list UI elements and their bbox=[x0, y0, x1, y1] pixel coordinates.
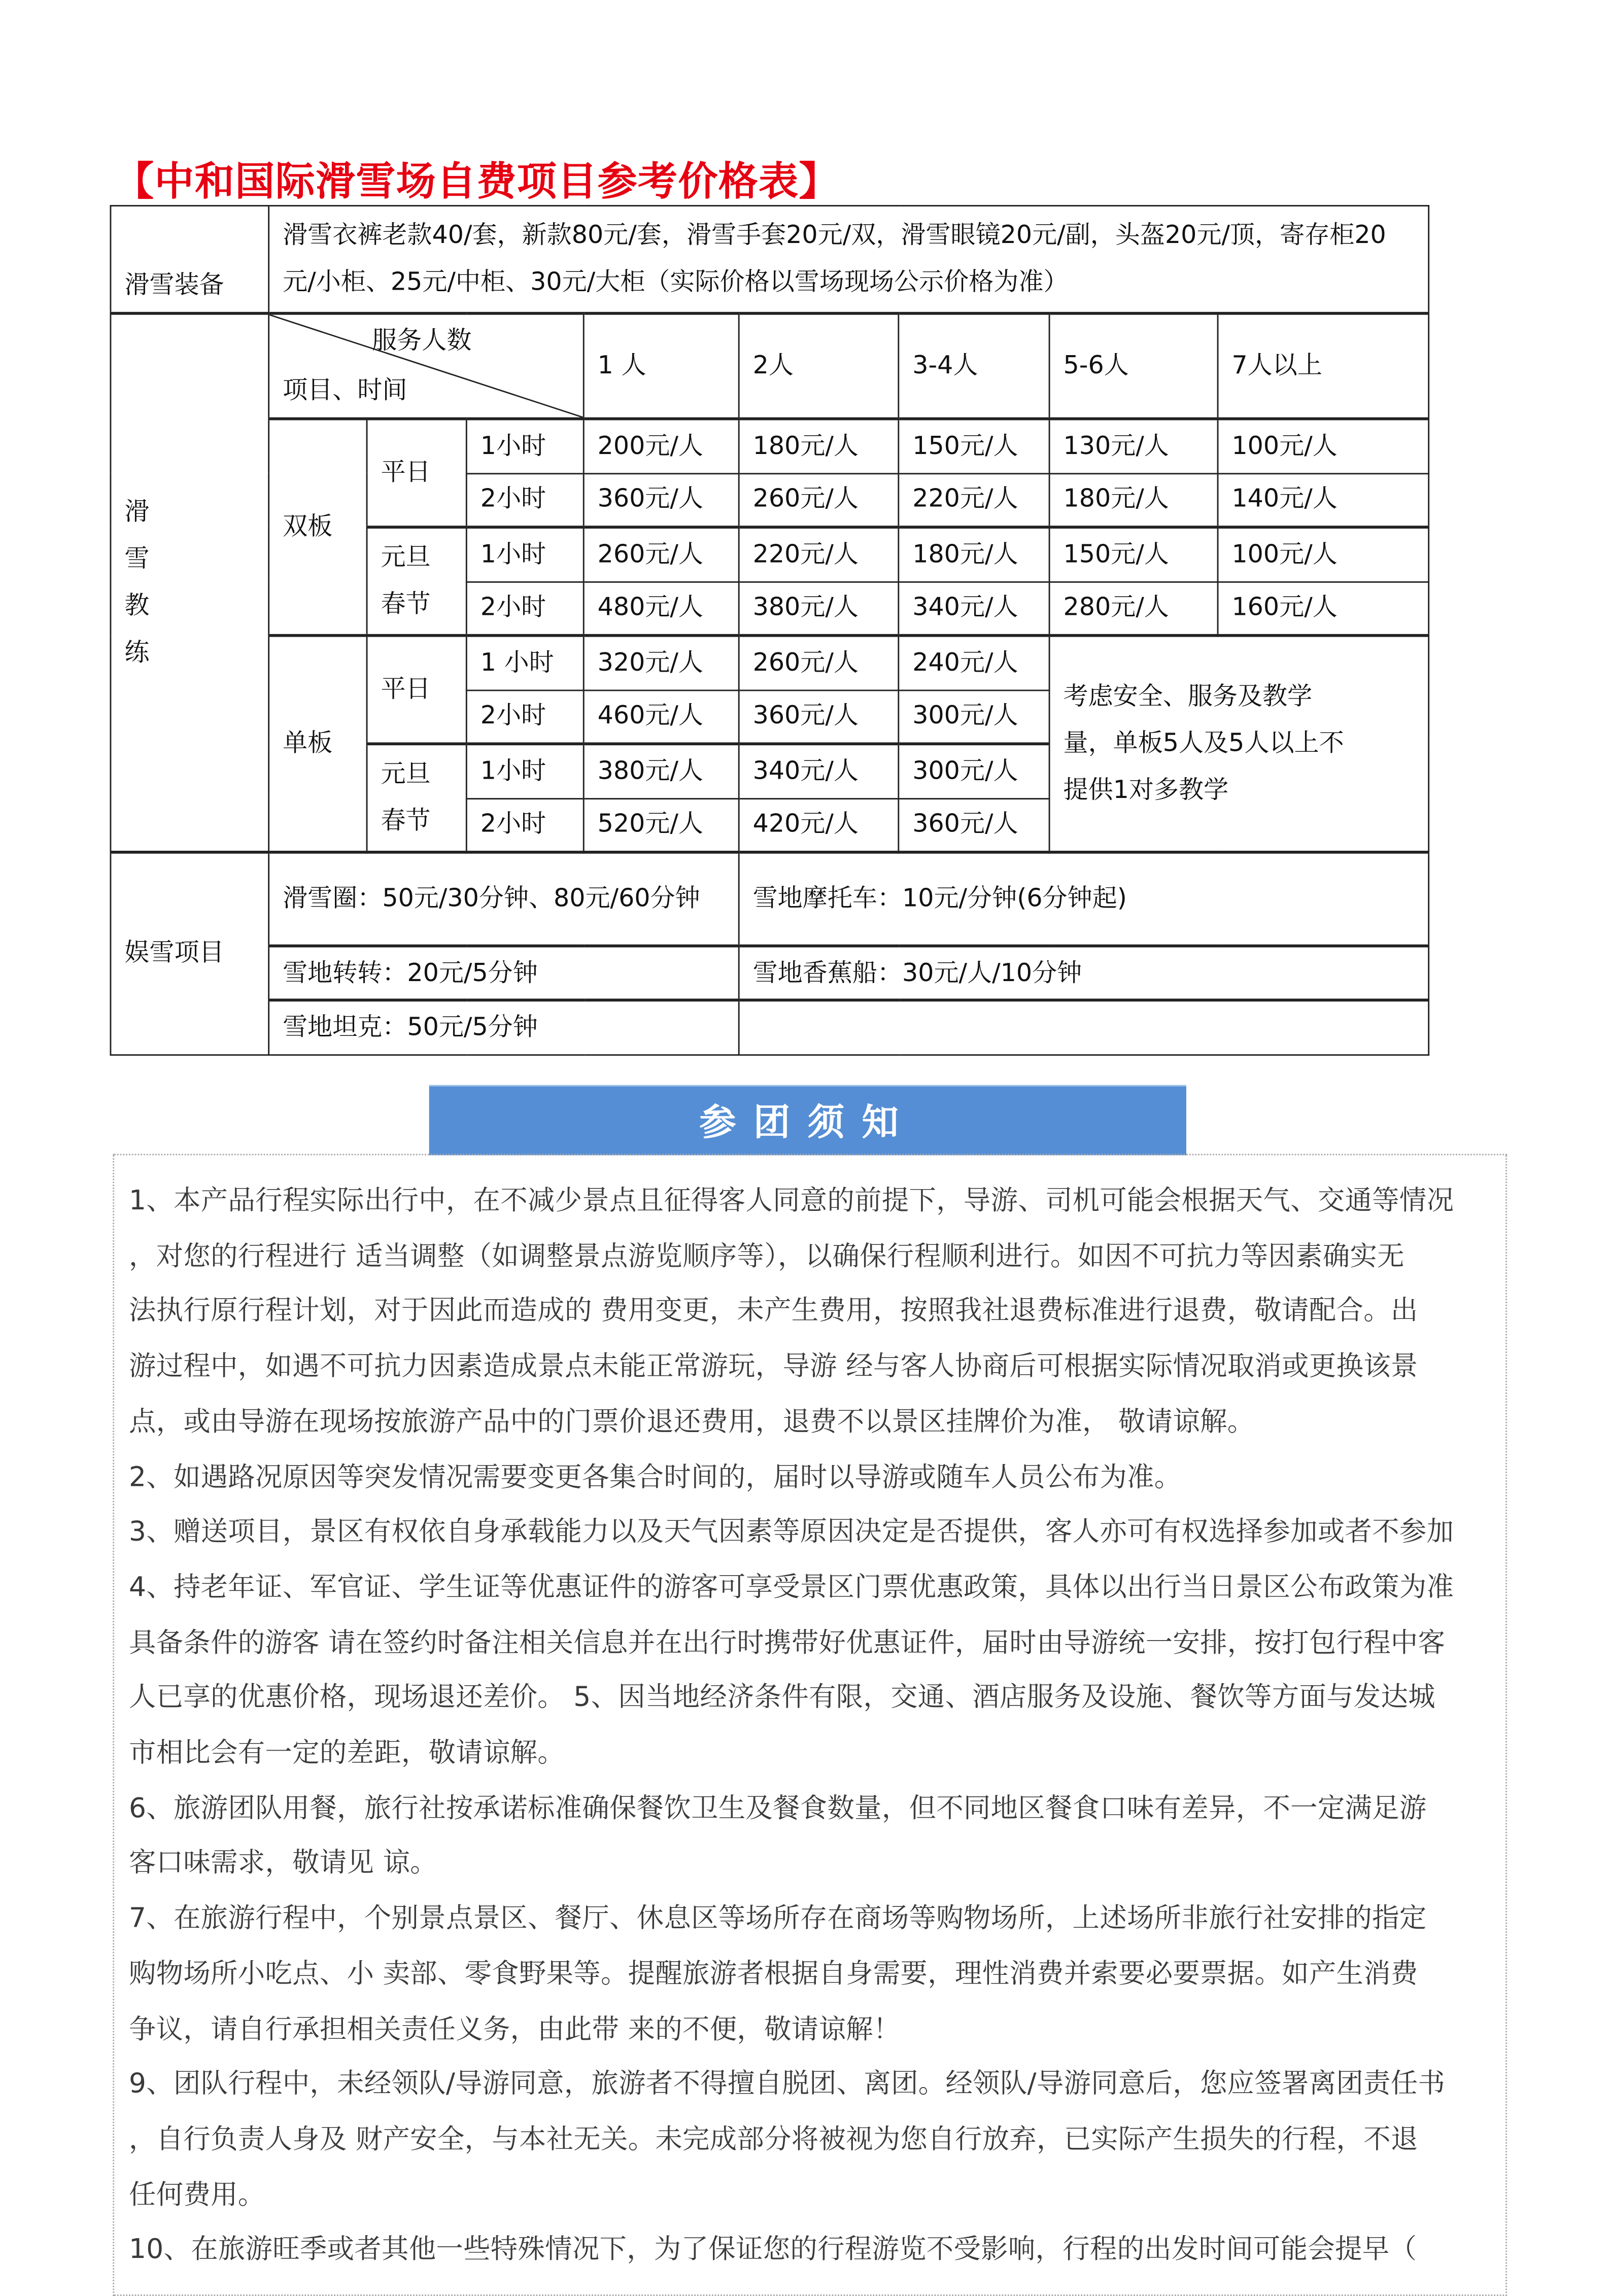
notice-line: ，对您的行程进行 适当调整（如调整景点游览顺序等），以确保行程顺利进行。如因不可抗力等因素确实无 bbox=[129, 1241, 1404, 1272]
time-cell: 2小时 bbox=[466, 473, 584, 527]
notice-line: 具备条件的游客 请在签约时备注相关信息并在出行时携带好优惠证件，届时由导游统一安排，按打包行程中客 bbox=[129, 1627, 1446, 1659]
time-cell: 2小时 bbox=[466, 798, 584, 852]
double-board-label: 双板 bbox=[269, 419, 367, 636]
fun-label: 娱雪项目 bbox=[111, 852, 269, 1054]
price-cell: 150元/人 bbox=[1049, 527, 1218, 581]
price-cell: 180元/人 bbox=[739, 419, 899, 473]
equipment-prices: 滑雪衣裤老款40/套，新款80元/套，滑雪手套20元/双，滑雪眼镜20元/副，头盔20元/顶，寄存柜20元/小柜、25元/中柜、30元/大柜（实际价格以雪场现场公示价格为准） bbox=[269, 206, 1429, 314]
notice-line: 游过程中，如遇不可抗力因素造成景点未能正常游玩，导游 经与客人协商后可根据实际情况取消或更换该景 bbox=[129, 1351, 1418, 1383]
notice-line: 2、如遇路况原因等突发情况需要变更各集合时间的，届时以导游或随车人员公布为准。 bbox=[129, 1462, 1182, 1493]
price-cell: 340元/人 bbox=[739, 744, 899, 798]
single-board-label: 单板 bbox=[269, 636, 367, 852]
price-cell: 360元/人 bbox=[584, 473, 739, 527]
price-cell: 160元/人 bbox=[1218, 581, 1429, 636]
price-cell: 320元/人 bbox=[584, 636, 739, 690]
equipment-label: 滑雪装备 bbox=[111, 206, 269, 314]
coach-header-diagonal bbox=[269, 314, 584, 419]
price-cell: 200元/人 bbox=[584, 419, 739, 473]
price-table bbox=[110, 205, 1429, 1055]
notice-line: 9、团队行程中，未经领队/导游同意，旅游者不得擅自脱团、离团。经领队/导游同意后，您应签署离团责任书 bbox=[129, 2069, 1446, 2100]
coach-label: 滑雪教练 bbox=[111, 314, 269, 852]
notice-line: 市相比会有一定的差距，敬请谅解。 bbox=[129, 1738, 565, 1769]
fun-item: 雪地摩托车：10元/分钟(6分钟起) bbox=[739, 852, 1428, 946]
notice-box bbox=[113, 1154, 1507, 2295]
price-cell: 520元/人 bbox=[584, 798, 739, 852]
price-cell: 130元/人 bbox=[1049, 419, 1218, 473]
empty-cell bbox=[739, 1000, 1428, 1054]
notice-line: 争议，请自行承担相关责任义务，由此带 来的不便，敬请谅解！ bbox=[129, 2014, 901, 2045]
fun-item: 雪地转转：20元/5分钟 bbox=[269, 946, 739, 1000]
col-header: 2人 bbox=[739, 314, 899, 419]
price-cell: 380元/人 bbox=[739, 581, 899, 636]
price-cell: 260元/人 bbox=[584, 527, 739, 581]
col-header: 1 人 bbox=[584, 314, 739, 419]
price-cell: 300元/人 bbox=[899, 744, 1049, 798]
price-cell: 420元/人 bbox=[739, 798, 899, 852]
price-cell: 260元/人 bbox=[739, 636, 899, 690]
price-cell: 340元/人 bbox=[899, 581, 1049, 636]
price-cell: 480元/人 bbox=[584, 581, 739, 636]
time-cell: 1小时 bbox=[466, 527, 584, 581]
time-cell: 1 小时 bbox=[466, 636, 584, 690]
notice-line: 点，或由导游在现场按旅游产品中的门票价退还费用，退费不以景区挂牌价为准， 敬请谅解。 bbox=[129, 1407, 1255, 1438]
notice-banner: 参团须知 bbox=[429, 1085, 1186, 1156]
price-cell: 220元/人 bbox=[739, 527, 899, 581]
notice-line: 1、本产品行程实际出行中，在不减少景点且征得客人同意的前提下，导游、司机可能会根据天气、交通等情况 bbox=[129, 1186, 1454, 1217]
price-cell: 100元/人 bbox=[1218, 527, 1429, 581]
time-cell: 2小时 bbox=[466, 581, 584, 636]
col-header: 3-4人 bbox=[899, 314, 1049, 419]
price-cell: 140元/人 bbox=[1218, 473, 1429, 527]
notice-line: 4、持老年证、军官证、学生证等优惠证件的游客可享受景区门票优惠政策，具体以出行当日景区公布政策为准 bbox=[129, 1572, 1454, 1604]
header-item-time: 项目、时间 bbox=[283, 376, 407, 406]
price-cell: 180元/人 bbox=[899, 527, 1049, 581]
price-cell: 220元/人 bbox=[899, 473, 1049, 527]
price-cell: 240元/人 bbox=[899, 636, 1049, 690]
price-cell: 360元/人 bbox=[899, 798, 1049, 852]
fun-item: 滑雪圈：50元/30分钟、80元/60分钟 bbox=[269, 852, 739, 946]
notice-line: 客口味需求，敬请见 谅。 bbox=[129, 1848, 437, 1880]
notice-line: ，自行负责人身及 财产安全，与本社无关。未完成部分将被视为您自行放弃，已实际产生损失的行程，不退 bbox=[129, 2124, 1418, 2155]
notice-line: 购物场所小吃点、小 卖部、零食野果等。提醒旅游者根据自身需要，理性消费并索要必要票据。如产生消费 bbox=[129, 1959, 1418, 1990]
price-cell: 380元/人 bbox=[584, 744, 739, 798]
notice-line: 10、在旅游旺季或者其他一些特殊情况下，为了保证您的行程游览不受影响，行程的出发时间可能会提早（ bbox=[129, 2235, 1417, 2266]
fun-item: 雪地香蕉船：30元/人/10分钟 bbox=[739, 946, 1428, 1000]
notice-line: 法执行原行程计划，对于因此而造成的 费用变更，未产生费用，按照我社退费标准进行退费，敬请配合。出 bbox=[129, 1296, 1418, 1328]
price-cell: 150元/人 bbox=[899, 419, 1049, 473]
holiday-label: 元旦春节 bbox=[367, 744, 466, 852]
price-cell: 460元/人 bbox=[584, 689, 739, 744]
notice-line: 任何费用。 bbox=[129, 2179, 265, 2211]
fun-item: 雪地坦克：50元/5分钟 bbox=[269, 1000, 739, 1054]
time-cell: 2小时 bbox=[466, 689, 584, 744]
notice-line: 7、在旅游行程中，个别景点景区、餐厅、休息区等场所存在商场等购物场所，上述场所非旅行社安排的指定 bbox=[129, 1903, 1427, 1935]
time-cell: 1小时 bbox=[466, 419, 584, 473]
notice-line: 6、旅游团队用餐，旅行社按承诺标准确保餐饮卫生及餐食数量，但不同地区餐食口味有差异，不一定满足游 bbox=[129, 1793, 1427, 1824]
price-cell: 100元/人 bbox=[1218, 419, 1429, 473]
single-board-note: 考虑安全、服务及教学量，单板5人及5人以上不提供1对多教学 bbox=[1049, 636, 1429, 852]
holiday-label: 元旦春节 bbox=[367, 527, 466, 636]
header-people: 服务人数 bbox=[372, 326, 472, 356]
weekday-label: 平日 bbox=[367, 419, 466, 528]
notice-line: 人已享的优惠价格，现场退还差价。 5、因当地经济条件有限，交通、酒店服务及设施、餐饮等方面与发达城 bbox=[129, 1683, 1435, 1714]
price-cell: 300元/人 bbox=[899, 689, 1049, 744]
price-cell: 180元/人 bbox=[1049, 473, 1218, 527]
price-cell: 360元/人 bbox=[739, 689, 899, 744]
page-title: 【中和国际滑雪场自费项目参考价格表】 bbox=[114, 159, 839, 205]
weekday-label: 平日 bbox=[367, 636, 466, 744]
time-cell: 1小时 bbox=[466, 744, 584, 798]
col-header: 5-6人 bbox=[1049, 314, 1218, 419]
price-cell: 280元/人 bbox=[1049, 581, 1218, 636]
col-header: 7人以上 bbox=[1218, 314, 1429, 419]
notice-line: 3、赠送项目，景区有权依自身承载能力以及天气因素等原因决定是否提供，客人亦可有权选择参加或者不参加 bbox=[129, 1517, 1454, 1548]
price-cell: 260元/人 bbox=[739, 473, 899, 527]
